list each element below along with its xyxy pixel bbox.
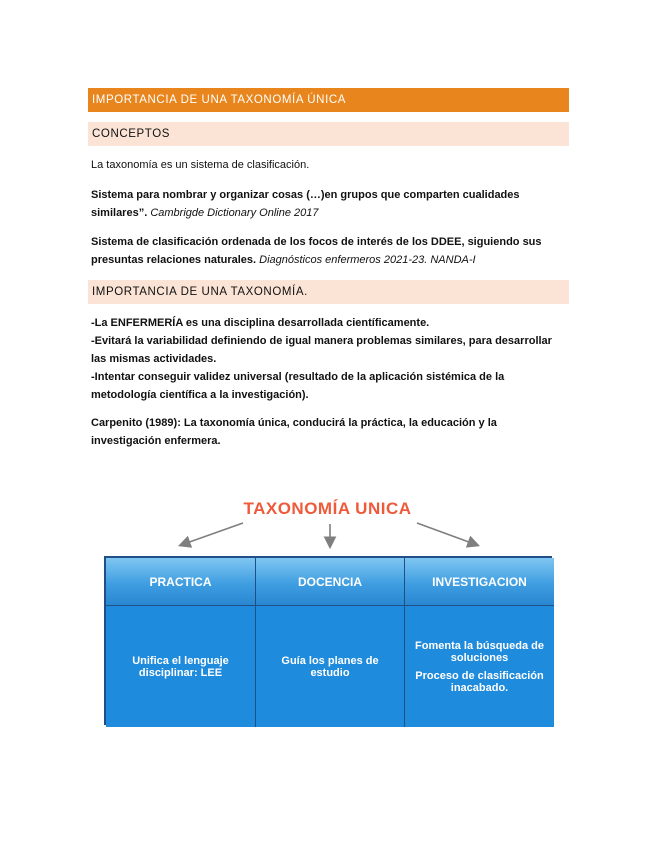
cambridge-citation: Cambrigde Dictionary Online 2017 bbox=[147, 207, 319, 219]
list-item: -La ENFERMERÍA es una disciplina desarrollada científicamente. bbox=[91, 317, 430, 329]
definition-paragraph: La taxonomía es un sistema de clasificación. bbox=[91, 159, 310, 171]
importancia-heading: IMPORTANCIA DE UNA TAXONOMÍA. bbox=[92, 286, 308, 298]
header-investigacion: INVESTIGACION bbox=[405, 558, 554, 606]
section-title-bar bbox=[88, 88, 569, 112]
list-item: -Intentar conseguir validez universal (resultado de la aplicación sistémica de la metodología científica a la investigación). bbox=[91, 371, 505, 401]
nanda-citation: Diagnósticos enfermeros 2021-23. NANDA-I bbox=[256, 254, 476, 266]
body-docencia-text: Guía los planes de estudio bbox=[281, 654, 379, 679]
arrow-to-investigacion bbox=[417, 523, 477, 545]
body-docencia bbox=[256, 606, 405, 727]
body-practica bbox=[106, 606, 256, 727]
body-investigacion-text-1: Fomenta la búsqueda de soluciones bbox=[415, 639, 544, 664]
list-item: -Evitará la variabilidad definiendo de igual manera problemas similares, para desarrollar las mismas actividades. bbox=[91, 335, 552, 365]
nanda-definition bbox=[91, 233, 567, 269]
diagram-title: TAXONOMÍA UNICA bbox=[243, 499, 412, 518]
carpenito-quote: Carpenito (1989): La taxonomía única, conducirá la práctica, la educación y la investigación enfermera. bbox=[91, 417, 497, 447]
cambridge-definition bbox=[91, 186, 567, 222]
header-practica: PRACTICA bbox=[106, 558, 256, 606]
importancia-heading-bar bbox=[88, 280, 569, 304]
taxonomy-table bbox=[104, 556, 552, 725]
conceptos-heading-bar bbox=[88, 122, 569, 146]
nanda-definition-text: Sistema de clasificación ordenada de los focos de interés de los DDEE, siguiendo sus presuntas relaciones naturales. bbox=[91, 236, 542, 266]
importancia-list bbox=[91, 314, 567, 404]
body-practica-text: Unifica el lenguaje disciplinar: LEE bbox=[132, 654, 229, 679]
arrow-to-practica bbox=[181, 523, 243, 545]
header-docencia: DOCENCIA bbox=[256, 558, 405, 606]
cambridge-definition-text: Sistema para nombrar y organizar cosas (…)en grupos que comparten cualidades similares”. bbox=[91, 189, 520, 219]
body-investigacion bbox=[405, 606, 554, 727]
section-title: IMPORTANCIA DE UNA TAXONOMÍA ÚNICA bbox=[92, 94, 347, 106]
body-investigacion-text-2: Proceso de clasificación inacabado. bbox=[415, 669, 544, 694]
conceptos-heading: CONCEPTOS bbox=[92, 128, 171, 140]
